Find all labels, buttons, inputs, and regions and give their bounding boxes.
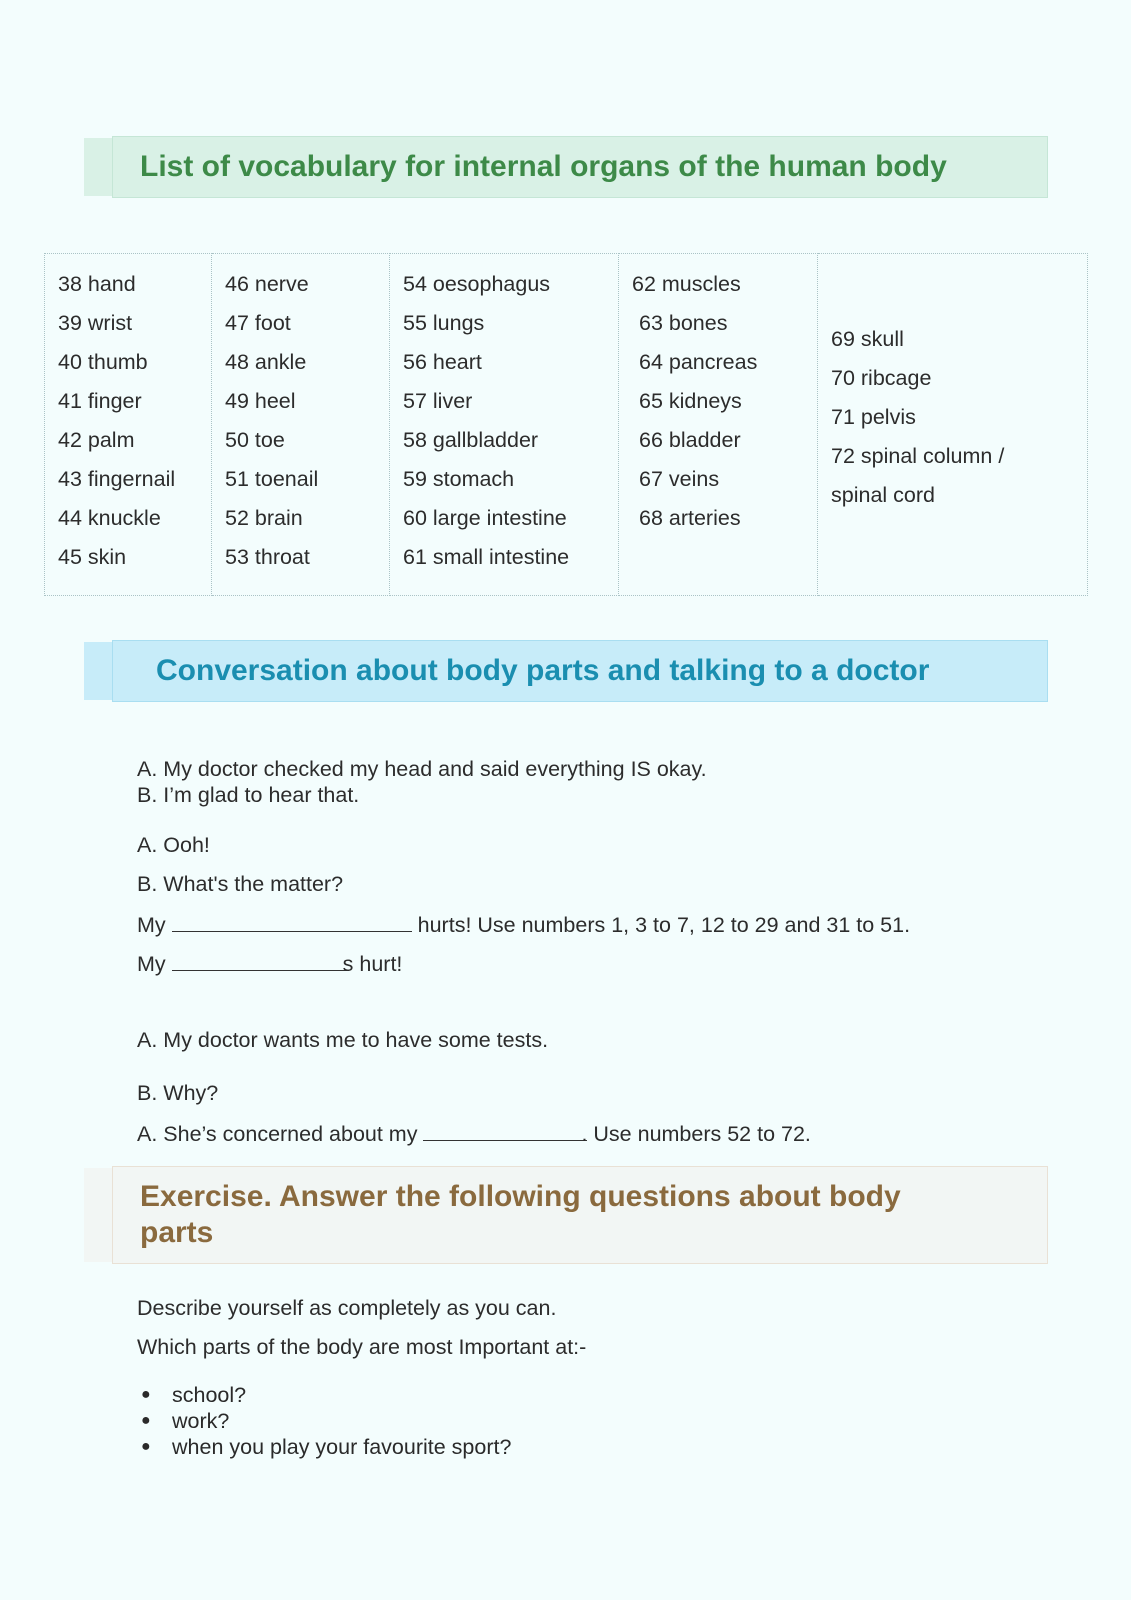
fill-in-line	[137, 1120, 811, 1147]
vocab-item: 50 toe	[225, 428, 285, 452]
line-prefix: My	[137, 952, 166, 976]
vocab-item: 46 nerve	[225, 272, 309, 296]
vocab-item: 55 lungs	[403, 311, 485, 335]
dialogue-line: A. Ooh!	[137, 833, 210, 857]
vocab-item: 52 brain	[225, 506, 303, 530]
line-suffix: s hurt!	[342, 952, 403, 976]
vocab-item: 70 ribcage	[831, 366, 932, 390]
vocab-item: 43 fingernail	[58, 467, 176, 491]
vocab-column-3	[390, 254, 619, 596]
vocab-item: 57 liver	[403, 389, 473, 413]
vocab-item: 61 small intestine	[403, 545, 570, 569]
section-title: List of vocabulary for internal organs of the human body	[140, 150, 947, 183]
vocab-item: 64 pancreas	[639, 350, 758, 374]
vocab-item: 38 hand	[58, 272, 136, 296]
vocab-item: 47 foot	[225, 311, 291, 335]
line-suffix: hurts! Use numbers 1, 3 to 7, 12 to 29 and 31 to 51.	[417, 913, 911, 937]
vocab-item: 48 ankle	[225, 350, 307, 374]
vocab-item: 66 bladder	[639, 428, 741, 452]
vocab-item: 65 kidneys	[639, 389, 742, 413]
fill-in-line	[137, 950, 402, 977]
vocab-item: 71 pelvis	[831, 405, 916, 429]
answer-blank[interactable]	[172, 911, 412, 932]
vocab-item: 51 toenail	[225, 467, 319, 491]
vocab-item: 40 thumb	[58, 350, 148, 374]
vocab-item: 39 wrist	[58, 311, 133, 335]
line-suffix: . Use numbers 52 to 72.	[581, 1122, 811, 1146]
exercise-question: Which parts of the body are most Important at:-	[137, 1335, 587, 1359]
section-tab-decoration	[84, 1168, 112, 1262]
vocab-column-5	[818, 254, 1088, 596]
list-item	[137, 1434, 511, 1460]
vocab-item: 72 spinal column /	[831, 444, 1005, 468]
exercise-instruction: Describe yourself as completely as you can.	[137, 1296, 557, 1320]
vocab-column-1	[45, 254, 212, 596]
line-prefix: A. She’s concerned about my	[137, 1122, 418, 1146]
list-item-label: school?	[172, 1383, 247, 1407]
vocabulary-table	[44, 253, 1088, 596]
vocab-item: 59 stomach	[403, 467, 515, 491]
line-prefix: My	[137, 913, 166, 937]
list-item-label: when you play your favourite sport?	[172, 1435, 512, 1459]
dialogue-line: A. My doctor wants me to have some tests.	[137, 1028, 549, 1052]
vocab-item: 45 skin	[58, 545, 127, 569]
section-heading-vocabulary	[112, 136, 1048, 198]
vocab-item: 62 muscles	[632, 272, 741, 296]
vocab-item: 69 skull	[831, 327, 904, 351]
vocab-item: 54 oesophagus	[403, 272, 551, 296]
vocab-item: 44 knuckle	[58, 506, 161, 530]
dialogue-line: B. Why?	[137, 1081, 219, 1105]
answer-blank[interactable]	[172, 950, 349, 971]
bullet-list	[137, 1382, 511, 1460]
dialogue-line: B. What's the matter?	[137, 872, 344, 896]
section-heading-exercise	[112, 1166, 1048, 1264]
bullet-icon: ●	[141, 1412, 151, 1429]
dialogue-line: B. I’m glad to hear that.	[137, 783, 360, 807]
section-title-line: Exercise. Answer the following questions about body	[140, 1180, 901, 1213]
vocab-item: 53 throat	[225, 545, 310, 569]
vocab-item: 41 finger	[58, 389, 142, 413]
section-heading-conversation	[112, 640, 1048, 702]
vocab-column-2	[212, 254, 390, 596]
list-item	[137, 1408, 511, 1434]
list-item	[137, 1382, 511, 1408]
vocab-item: 56 heart	[403, 350, 482, 374]
answer-blank[interactable]	[423, 1120, 587, 1141]
vocab-item: 67 veins	[639, 467, 720, 491]
dialogue-line: A. My doctor checked my head and said everything IS okay.	[137, 757, 707, 781]
section-tab-decoration	[84, 138, 112, 196]
section-tab-decoration	[84, 642, 112, 700]
vocab-column-4	[619, 254, 818, 596]
bullet-icon: ●	[141, 1438, 151, 1455]
section-title-line: parts	[140, 1216, 214, 1249]
vocab-item: 49 heel	[225, 389, 296, 413]
vocab-item: spinal cord	[831, 483, 935, 507]
list-item-label: work?	[172, 1409, 230, 1433]
fill-in-line	[137, 911, 910, 938]
vocab-item: 68 arteries	[639, 506, 741, 530]
vocab-item: 42 palm	[58, 428, 135, 452]
section-title: Conversation about body parts and talking to a doctor	[156, 654, 930, 687]
bullet-icon: ●	[141, 1386, 151, 1403]
vocab-item: 58 gallbladder	[403, 428, 539, 452]
vocab-item: 63 bones	[639, 311, 728, 335]
vocab-item: 60 large intestine	[403, 506, 567, 530]
